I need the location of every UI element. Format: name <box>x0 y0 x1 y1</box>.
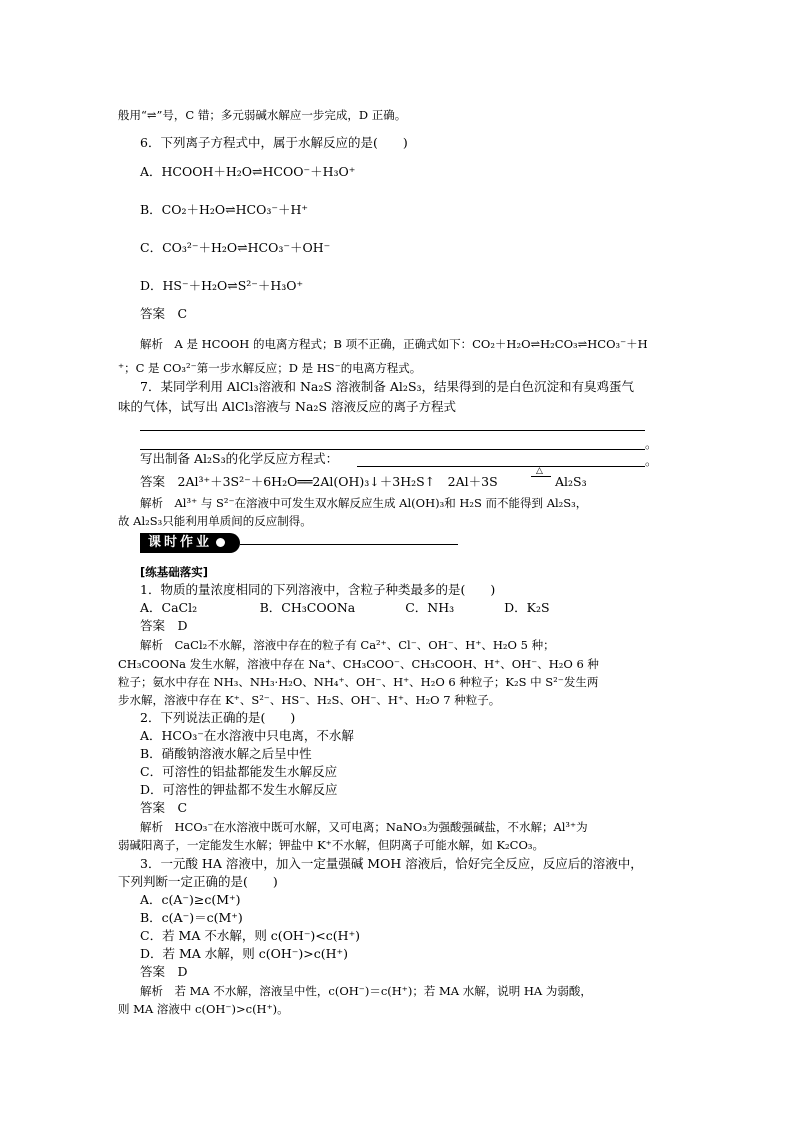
option-a: A．HCOOH＋H₂O⇌HCOO⁻＋H₃O⁺ <box>140 164 356 179</box>
answer-label: 答案 D <box>140 964 188 979</box>
explanation-line: 弱碱阳离子，一定能发生水解；钾盐中 K⁺不水解，但阴离子可能水解，如 K₂CO₃。 <box>118 838 545 852</box>
banner-rule <box>240 544 458 545</box>
banner-badge <box>140 533 240 553</box>
explanation-line: 解析 A 是 HCOOH 的电离方程式；B 项不正确，正确式如下：CO₂＋H₂O⇌H₂CO₃⇌HCO₃⁻＋H <box>140 337 648 351</box>
answer-label: 答案 C <box>140 800 188 815</box>
explanation-line: 故 Al₂S₃只能利用单质间的反应制得。 <box>118 514 312 528</box>
equation-bar <box>531 476 551 477</box>
option-c: C．若 MA 不水解，则 c(OH⁻)<c(H⁺) <box>140 928 361 943</box>
text-line: 般用“⇌”号，C 错；多元弱碱水解应一步完成，D 正确。 <box>118 108 407 122</box>
question-6: 6．下列离子方程式中，属于水解反应的是( ) <box>140 135 408 150</box>
period: 。 <box>645 453 658 468</box>
explanation-line: 解析 Al³⁺ 与 S²⁻在溶液中可发生双水解反应生成 Al(OH)₃和 H₂S 而不能得到 Al₂S₃， <box>140 496 588 510</box>
option-b: B．硝酸钠溶液水解之后呈中性 <box>140 746 312 761</box>
question-7: 7．某同学利用 AlCl₃溶液和 Na₂S 溶液制备 Al₂S₃，结果得到的是白色沉淀和有臭鸡蛋气 <box>140 379 635 394</box>
bullet-icon <box>216 538 225 547</box>
answer-label: 答案 D <box>140 618 188 633</box>
problem-1: 1．物质的量浓度相同的下列溶液中，含粒子种类最多的是( ) <box>140 582 496 597</box>
explanation-line: ⁺；C 是 CO₃²⁻第一步水解反应；D 是 HS⁻的电离方程式。 <box>118 361 422 375</box>
problem-3-cont: 下列判断一定正确的是( ) <box>118 874 278 889</box>
explanation-line: 解析 HCO₃⁻在水溶液中既可水解，又可电离；NaNO₃为强酸强碱盐，不水解；Al³⁺为 <box>140 820 588 834</box>
answer-label: 答案 2Al³⁺＋3S²⁻＋6H₂O══2Al(OH)₃↓＋3H₂S↑ 2Al＋3S <box>140 474 498 489</box>
explanation-line: 解析 若 MA 不水解，溶液呈中性，c(OH⁻)＝c(H⁺)；若 MA 水解，说明 HA 为弱酸， <box>140 984 592 998</box>
option-d: D．HS⁻＋H₂O⇌S²⁻＋H₃O⁺ <box>140 278 304 293</box>
period: 。 <box>645 436 658 451</box>
explanation-line: 步水解，溶液中存在 K⁺、S²⁻、HS⁻、H₂S、OH⁻、H⁺、H₂O 7 种粒子。 <box>118 693 501 707</box>
question-7-cont: 味的气体，试写出 AlCl₃溶液与 Na₂S 溶液反应的离子方程式 <box>118 399 456 414</box>
explanation-line: 解析 CaCl₂不水解，溶液中存在的粒子有 Ca²⁺、Cl⁻、OH⁻、H⁺、H₂O 5 种； <box>140 638 555 652</box>
problem-2: 2．下列说法正确的是( ) <box>140 710 296 725</box>
section-heading: [练基础落实] <box>140 565 209 579</box>
answer-label: 答案 C <box>140 306 188 321</box>
explanation-line: CH₃COONa 发生水解，溶液中存在 Na⁺、CH₃COO⁻、CH₃COOH、H⁺、OH⁻、H₂O 6 种 <box>118 657 599 671</box>
blank-line[interactable] <box>140 430 645 431</box>
banner-title: 课时作业 <box>148 535 213 550</box>
problem-1-options: A．CaCl₂ B．CH₃COONa C．NH₃ D．K₂S <box>140 600 550 615</box>
option-b: B．CO₂＋H₂O⇌HCO₃⁻＋H⁺ <box>140 202 308 217</box>
blank-line[interactable] <box>357 466 645 467</box>
option-c: C．可溶性的铝盐都能发生水解反应 <box>140 764 338 779</box>
option-d: D．可溶性的钾盐都不发生水解反应 <box>140 782 338 797</box>
section-banner <box>140 533 458 553</box>
blank-line[interactable] <box>140 449 645 450</box>
option-a: A．c(A⁻)≥c(M⁺) <box>140 892 241 907</box>
option-d: D．若 MA 水解，则 c(OH⁻)>c(H⁺) <box>140 946 348 961</box>
question-7-sub: 写出制备 Al₂S₃的化学反应方程式： <box>140 451 339 466</box>
answer-product: Al₂S₃ <box>555 474 587 489</box>
option-b: B．c(A⁻)＝c(M⁺) <box>140 910 243 925</box>
heat-triangle-icon: △ <box>536 466 543 476</box>
problem-3: 3．一元酸 HA 溶液中，加入一定量强碱 MOH 溶液后，恰好完全反应，反应后的溶液中， <box>140 856 643 871</box>
option-a: A．HCO₃⁻在水溶液中只电离，不水解 <box>140 728 354 743</box>
explanation-line: 粒子；氨水中存在 NH₃、NH₃·H₂O、NH₄⁺、OH⁻、H⁺、H₂O 6 种粒子；K₂S 中 S²⁻发生两 <box>118 675 599 689</box>
explanation-line: 则 MA 溶液中 c(OH⁻)>c(H⁺)。 <box>118 1002 289 1016</box>
option-c: C．CO₃²⁻＋H₂O⇌HCO₃⁻＋OH⁻ <box>140 240 331 255</box>
